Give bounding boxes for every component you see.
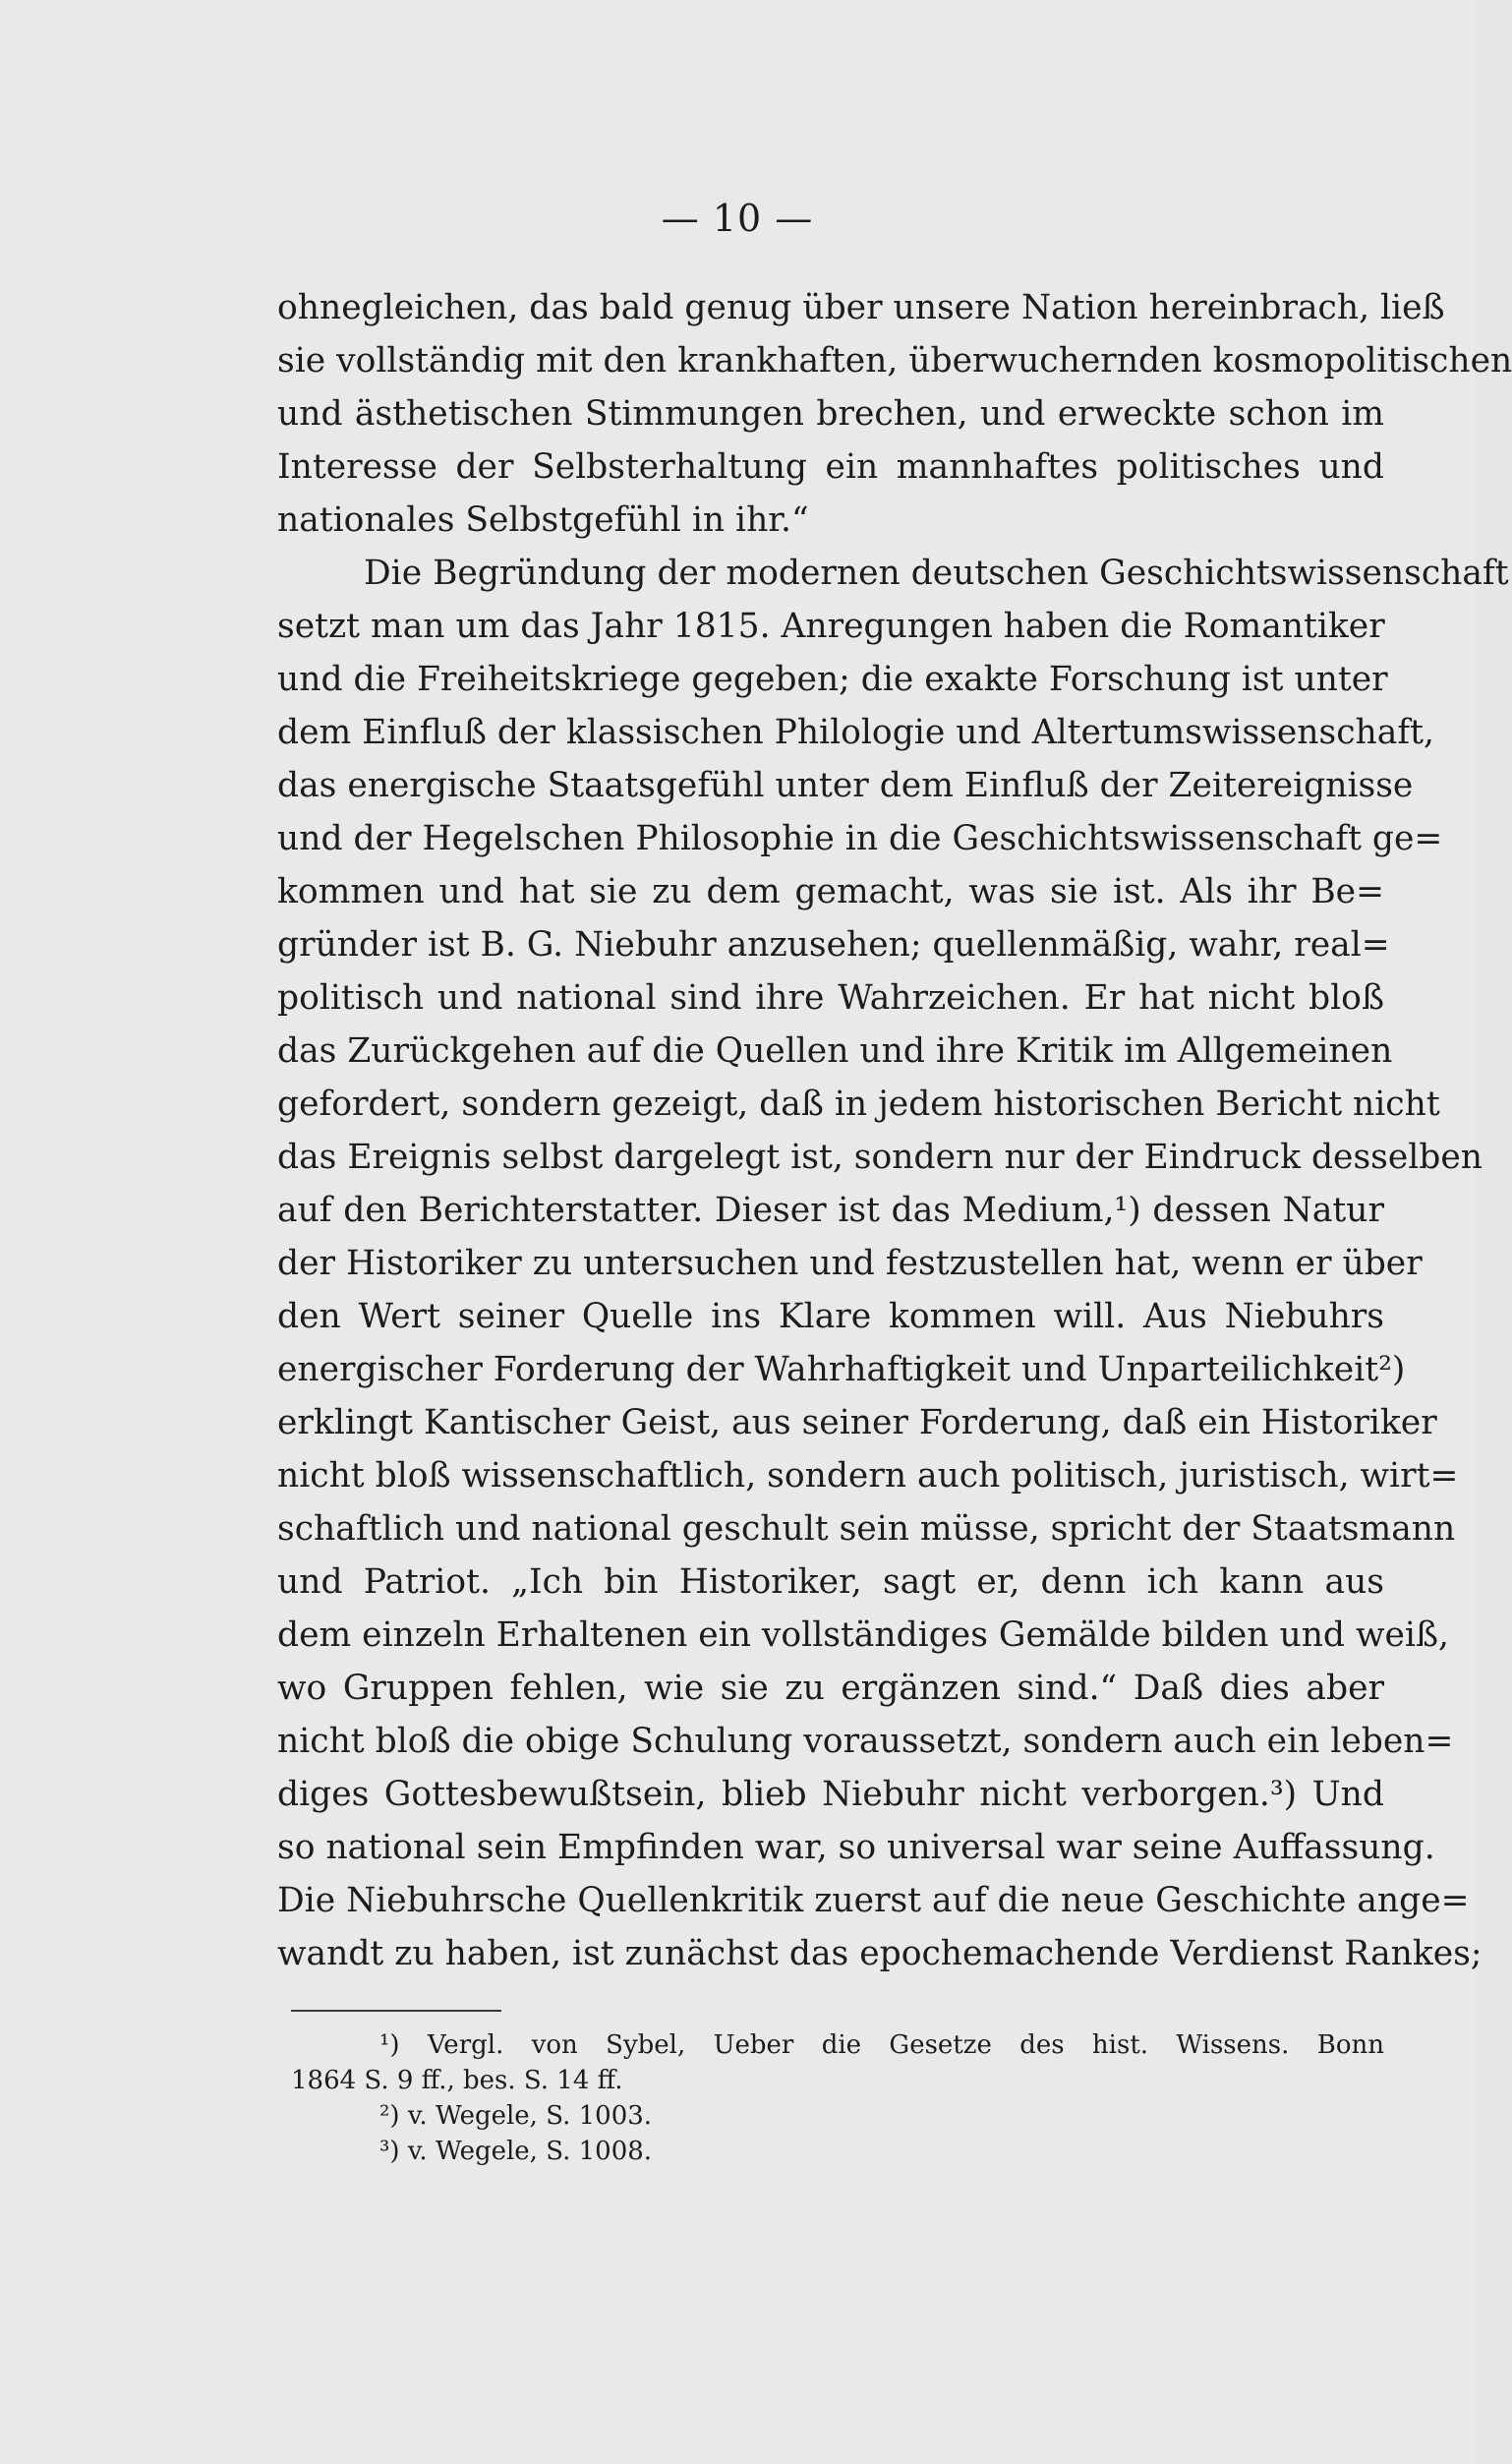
text-line: Die Niebuhrsche Quellenkritik zuerst auf die neue Geschichte ange=: [277, 1881, 1470, 1920]
text-line: gründer ist B. G. Niebuhr anzusehen; quellenmäßig, wahr, real=: [277, 925, 1390, 965]
text-line: dem Einfluß der klassischen Philologie und Altertumswissenschaft,: [277, 713, 1434, 752]
footnote-line: ³) v. Wegele, S. 1008.: [379, 2137, 653, 2166]
text-line: kommen und hat sie zu dem gemacht, was sie ist. Als ihr Be=: [277, 872, 1384, 911]
text-line: der Historiker zu untersuchen und festzustellen hat, wenn er über: [277, 1244, 1423, 1283]
text-line: auf den Berichterstatter. Dieser ist das Medium,¹) dessen Natur: [277, 1191, 1384, 1230]
text-line: und die Freiheitskriege gegeben; die exakte Forschung ist unter: [277, 660, 1388, 699]
text-line: das energische Staatsgefühl unter dem Einfluß der Zeitereignisse: [277, 766, 1414, 805]
text-line: setzt man um das Jahr 1815. Anregungen haben die Romantiker: [277, 607, 1385, 646]
text-line: nicht bloß die obige Schulung voraussetzt, sondern auch ein leben=: [277, 1722, 1454, 1761]
text-line: das Zurückgehen auf die Quellen und ihre Kritik im Allgemeinen: [277, 1031, 1393, 1071]
text-line: diges Gottesbewußtsein, blieb Niebuhr nicht verborgen.³) Und: [277, 1775, 1384, 1814]
text-line: gefordert, sondern gezeigt, daß in jedem historischen Bericht nicht: [277, 1085, 1440, 1124]
text-line: das Ereignis selbst dargelegt ist, sondern nur der Eindruck desselben: [277, 1138, 1483, 1177]
text-line: nicht bloß wissenschaftlich, sondern auch politisch, juristisch, wirt=: [277, 1456, 1459, 1496]
text-line: und der Hegelschen Philosophie in die Geschichtswissenschaft ge=: [277, 819, 1443, 858]
text-line: politisch und national sind ihre Wahrzeichen. Er hat nicht bloß: [277, 978, 1384, 1018]
text-line: erklingt Kantischer Geist, aus seiner Forderung, daß ein Historiker: [277, 1403, 1437, 1442]
text-line: dem einzeln Erhaltenen ein vollständiges Gemälde bilden und weiß,: [277, 1615, 1449, 1655]
text-line: den Wert seiner Quelle ins Klare kommen will. Aus Niebuhrs: [277, 1297, 1384, 1336]
text-line: sie vollständig mit den krankhaften, überwuchernden kosmopolitischen: [277, 341, 1512, 381]
text-line: Interesse der Selbsterhaltung ein mannhaftes politisches und: [277, 447, 1384, 487]
page-number: — 10 —: [661, 197, 814, 240]
text-line: ohnegleichen, das bald genug über unsere Nation hereinbrach, ließ: [277, 288, 1445, 327]
footnote-divider: [291, 2010, 501, 2012]
text-line: energischer Forderung der Wahrhaftigkeit und Unparteilichkeit²): [277, 1350, 1406, 1389]
text-line: wo Gruppen fehlen, wie sie zu ergänzen sind.“ Daß dies aber: [277, 1669, 1384, 1708]
footnotes: [291, 2027, 1384, 2169]
text-line: so national sein Empfinden war, so universal war seine Auffassung.: [277, 1828, 1435, 1867]
footnote-line: ²) v. Wegele, S. 1003.: [379, 2101, 653, 2131]
body-text: [277, 281, 1512, 1980]
text-line: nationales Selbstgefühl in ihr.“: [277, 500, 809, 540]
footnote-line: ¹) Vergl. von Sybel, Ueber die Gesetze des hist. Wissens. Bonn: [379, 2030, 1384, 2060]
text-line: und ästhetischen Stimmungen brechen, und erweckte schon im: [277, 394, 1384, 434]
text-line: Die Begründung der modernen deutschen Geschichtswissenschaft: [364, 554, 1509, 593]
footnote-line: 1864 S. 9 ff., bes. S. 14 ff.: [291, 2066, 623, 2095]
text-line: schaftlich und national geschult sein müsse, spricht der Staatsmann: [277, 1509, 1456, 1549]
text-line: wandt zu haben, ist zunächst das epochemachende Verdienst Rankes;: [277, 1934, 1483, 1973]
text-line: und Patriot. „Ich bin Historiker, sagt er, denn ich kann aus: [277, 1562, 1384, 1602]
